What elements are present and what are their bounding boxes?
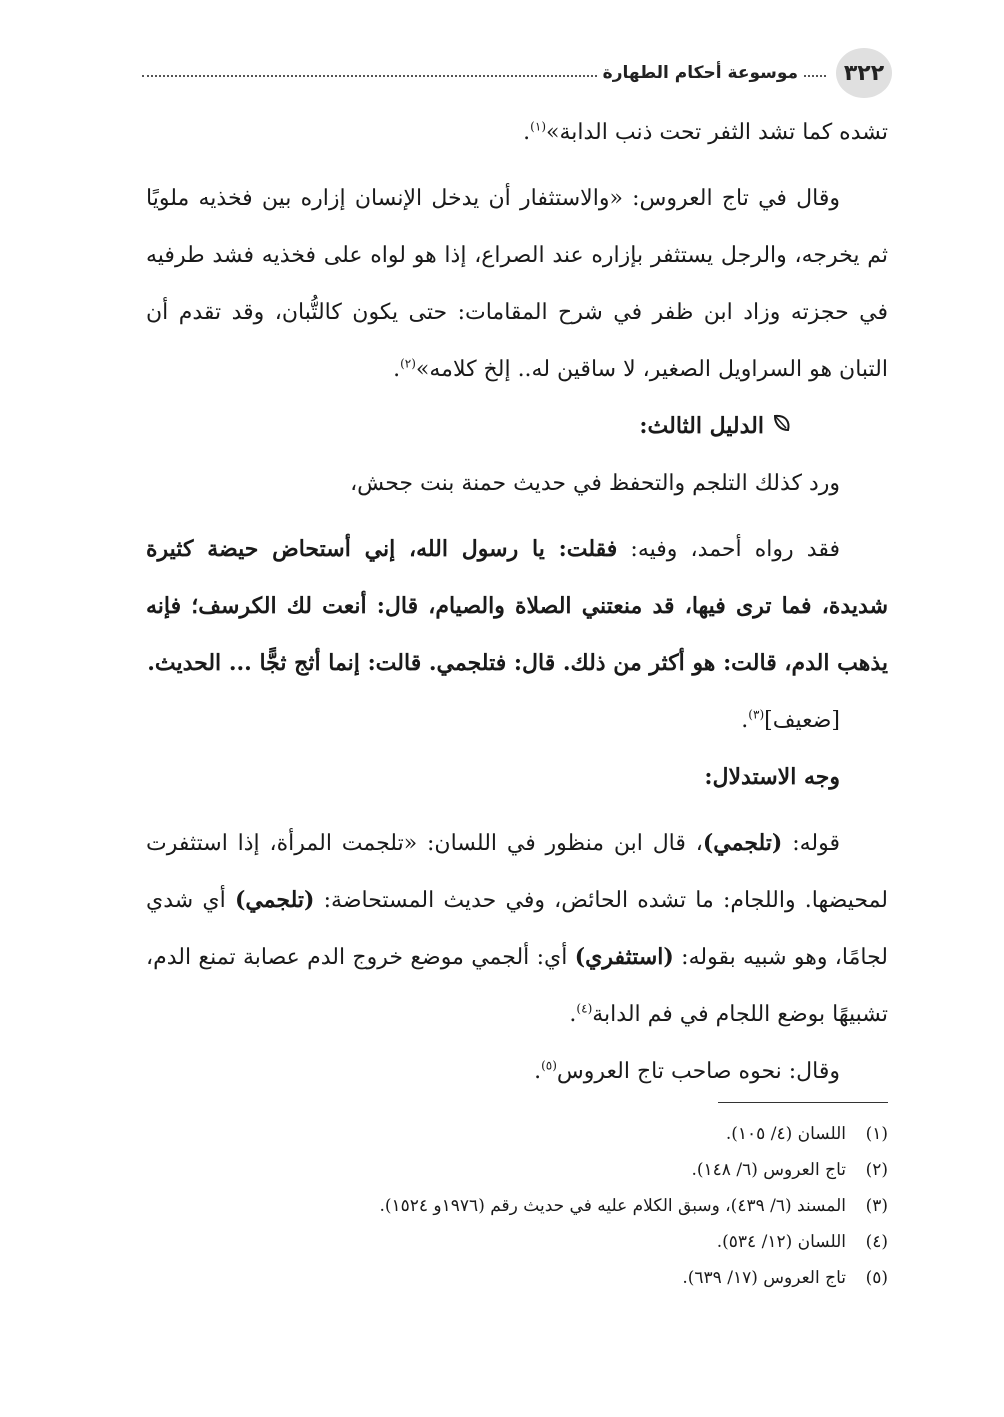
header-row <box>142 60 826 86</box>
paragraph-6 <box>146 1043 888 1100</box>
paragraph-4-intro: فقد رواه أحمد، وفيه: <box>617 537 840 562</box>
bold-term-3: (استثفري) <box>574 944 674 970</box>
paragraph-2-end: . <box>393 357 401 382</box>
paragraph-1-text: تشده كما تشد الثفر تحت ذنب الدابة» <box>546 120 888 145</box>
footnote-ref-5[interactable]: (٥) <box>541 1058 557 1073</box>
section-heading-third-evidence <box>146 398 888 455</box>
footnote-number: (١) <box>865 1124 888 1144</box>
page-number: ٣٢٢ <box>843 60 885 86</box>
running-header <box>142 48 892 98</box>
section-heading-inference <box>146 749 888 806</box>
footnote-text: تاج العروس (٦/ ١٤٨). <box>691 1160 846 1180</box>
header-dots-right <box>804 75 826 77</box>
hadith-grade: [ضعيف] <box>764 708 840 733</box>
footnote-number: (٢) <box>865 1160 888 1180</box>
footnote-number: (٥) <box>865 1268 888 1288</box>
footnote-number: (٣) <box>865 1196 888 1216</box>
paragraph-5 <box>146 815 888 1043</box>
leaf-ornament-icon <box>772 398 840 455</box>
bold-term-1: (تلجمي) <box>702 830 783 856</box>
bold-term-2: (تلجمي) <box>234 887 315 913</box>
footnote-text: المسند (٦/ ٤٣٩)، وسبق الكلام عليه في حديث رقم (١٩٧٦و ١٥٢٤). <box>379 1196 846 1216</box>
footnote-divider <box>718 1102 888 1103</box>
grade-end: . <box>741 708 749 733</box>
running-title: موسوعة أحكام الطهارة <box>602 63 798 83</box>
footnote-item <box>148 1152 888 1188</box>
paragraph-1 <box>146 104 888 161</box>
paragraph-5-part-a: قوله: <box>782 831 840 856</box>
footnote-item <box>148 1224 888 1260</box>
footnote-text: اللسان (١٢/ ٥٣٤). <box>716 1232 846 1252</box>
paragraph-1-end: . <box>523 120 531 145</box>
footnote-ref-3[interactable]: (٣) <box>748 707 765 722</box>
paragraph-5-end: . <box>569 1002 577 1027</box>
paragraph-4 <box>146 521 888 692</box>
paragraph-6-end: . <box>534 1059 542 1084</box>
paragraph-2 <box>146 170 888 398</box>
section-heading-text-2: وجه الاستدلال: <box>704 764 840 790</box>
paragraph-5-part-c: ، قال ابن منظور في اللسان: «تلجمت المرأة، إذا استثفرت لمحيضها. واللجام: ما تشده الحائض، وفي حديث المستحاضة: <box>146 831 888 913</box>
page-number-badge <box>836 48 892 98</box>
footnote-ref-2[interactable]: (٢) <box>400 356 416 371</box>
paragraph-3-text: ورد كذلك التلجم والتحفظ في حديث حمنة بنت جحش، <box>350 471 840 496</box>
footnote-item <box>148 1260 888 1296</box>
section-heading-text: الدليل الثالث: <box>639 413 764 439</box>
footnote-ref-1[interactable]: (١) <box>530 119 546 134</box>
hadith-quote: فقلت: يا رسول الله، إني أستحاض حيضة كثيرة شديدة، فما ترى فيها، قد منعتني الصلاة والصيام، قال: أنعت لك الكرسف؛ فإنه يذهب الدم، قالت: هو أكثر من ذلك. قال: فتلجمي. قالت: إنما أثج ثجًّا ... الحديث. <box>146 536 888 676</box>
footnote-text: اللسان (٤/ ١٠٥). <box>725 1124 846 1144</box>
paragraph-5-part-e: أي: ألجمي موضع خروج الدم عصابة تمنع الدم، تشبيهًا بوضع اللجام في فم الدابة <box>146 945 888 1027</box>
paragraph-5-part-d: أي شدي لجامًا، وهو شبيه بقوله: <box>146 888 889 970</box>
header-dots-left <box>142 75 597 77</box>
paragraph-3 <box>146 455 888 512</box>
footnote-text: تاج العروس (١٧/ ٦٣٩). <box>682 1268 846 1288</box>
footnote-item <box>148 1116 888 1152</box>
main-text <box>146 104 888 1100</box>
paragraph-2-text: وقال في تاج العروس: «والاستثفار أن يدخل الإنسان إزاره بين فخذيه ملويًا ثم يخرجه، والرجل يستثفر بإزاره عند الصراع، إذا هو لواه على فخذيه فشد طرفيه في حجزته وزاد ابن ظفر في شرح المقامات: حتى يكون كالتُّبان، وقد تقدم أن التبان هو السراويل الصغير، لا ساقين له.. إلخ كلامه» <box>146 186 888 382</box>
footnote-number: (٤) <box>865 1232 888 1252</box>
footnotes <box>148 1116 888 1296</box>
footnote-ref-4[interactable]: (٤) <box>576 1001 593 1016</box>
footnote-item <box>148 1188 888 1224</box>
grade-line <box>146 692 888 749</box>
paragraph-6-text: وقال: نحوه صاحب تاج العروس <box>556 1059 840 1084</box>
